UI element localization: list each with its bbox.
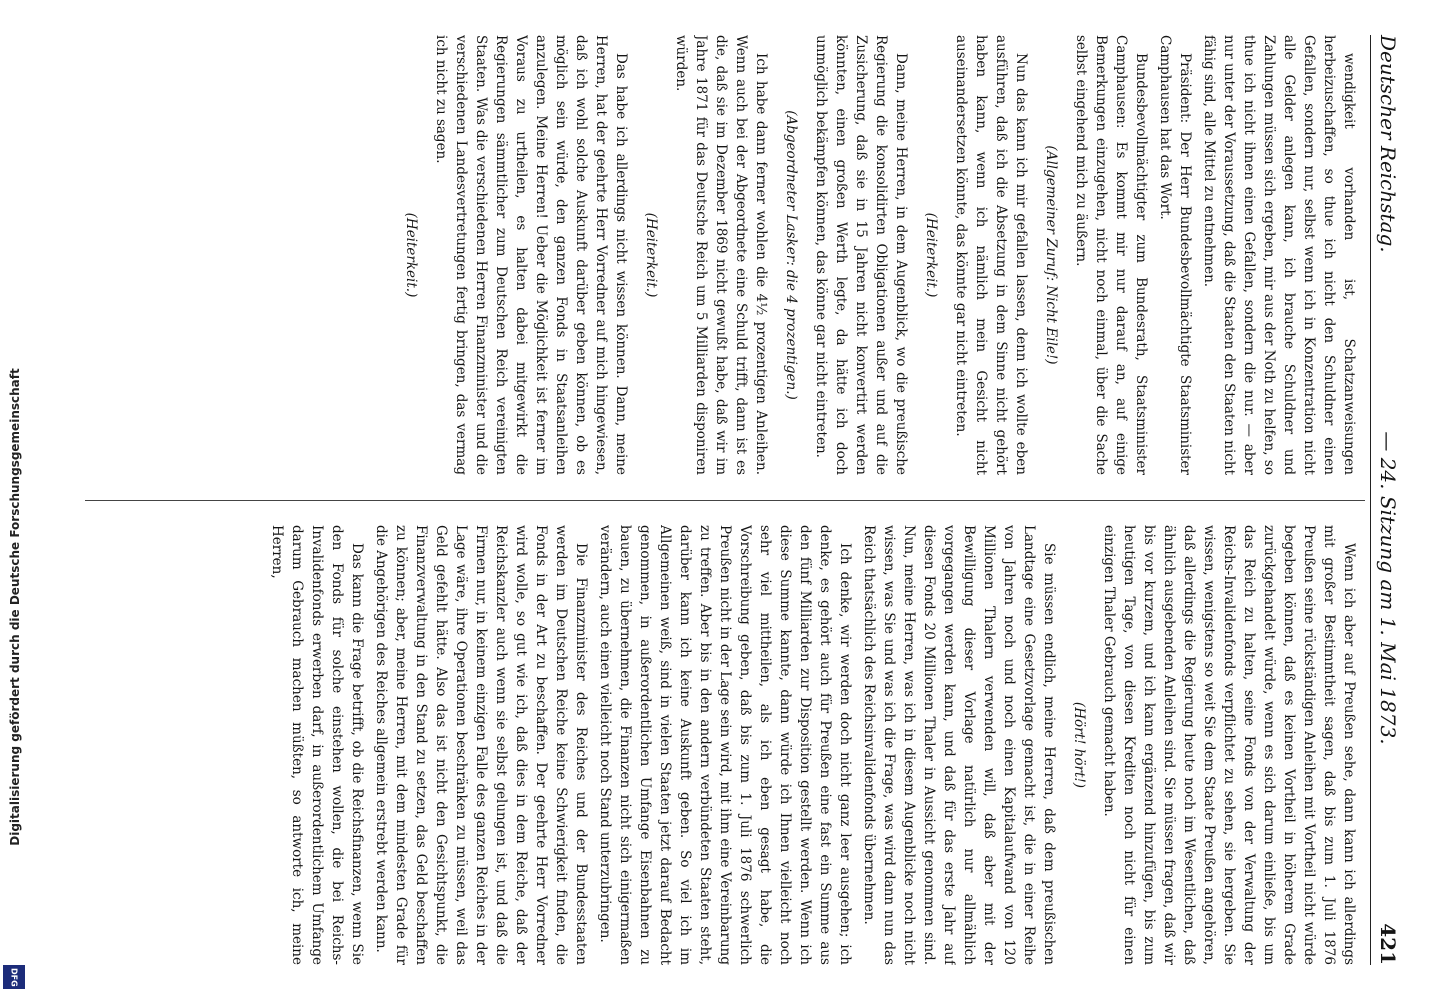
dfg-logo: DFG: [3, 965, 25, 989]
paragraph: Sie müssen endlich, meine Herren, daß dem preußischen Landtage eine Gesetzvorlage gemacht ist, die in einer Reihe von Jahren noch und noch einen Kapitalaufwand von 120 Millionen Thalern verwenden will, daß aber mit der Bewilligung dieser Vorlage natürlich nur allmählich vorgegangen werden kann, und daß für das erste Jahr auf diesen Fonds 20 Millionen Thaler in Aussicht genommen sind. Nun, meine Herren, was ich in diesem Augenblicke noch nicht wissen, was Sie und was ich die Frage, was wird dann nun das Reich thatsächlich des Reichsinvalidenfonds übernehmen.: [861, 525, 1057, 965]
page-header: [1370, 35, 1405, 965]
paragraph: Das kann die Frage betrifft, ob die Reichsfinanzen, wenn Sie den Fonds für solche einstehen wollen, die bei Reichs-Invalidenfonds erwerben darf, in außerordentlichem Umfange darum Gebrauch machen müßten, so antworte ich, meine Herren,: [269, 525, 365, 965]
page-content: [75, 35, 1405, 965]
paragraph: Wenn ich aber auf Preußen sehe, dann kann ich allerdings mit großer Bestimmtheit sagen, daß bis zum 1. Juli 1876 Preußen seine rückständigen Anleihen mit Vortheil nicht würde begeben können, daß es keinen Vortheil in höherem Grade zurückgehandelt würde, wenn es sich darum einließe, bis um das Reich zu halten, seine Fonds von der Verwaltung der Reichs-Invalidenfonds verpflichtet zu sehen, sie hergeben. Sie wissen, wenigstens so weit Sie dem Staate Preußen angehören, daß allerdings die Regierung heute noch im Wesentlichen, daß ähnlich ausgebenden Anleihen sind. Sie müssen fragen, daß wir bis vor kurzem, und ich kann ergänzend hinzufügen, bis zum heutigen Tage, von diesen Krediten noch nicht für einen einzigen Thaler Gebrauch gemacht haben.: [1101, 525, 1357, 965]
right-column: [89, 525, 1359, 965]
interjection: (Heiterkeit.): [923, 212, 939, 298]
interjection: (Abgeordneter Lasker: die 4 prozentigen.): [783, 110, 799, 400]
interjection: (Allgemeiner Zuruf: Nicht Eile!): [1043, 145, 1059, 365]
left-column: [89, 35, 1359, 475]
paragraph: Dann, meine Herren, in dem Augenblick, wo die preußische Regierung die konsolidirten Obligationen außer und auf die Zusicherung, daß sie in 15 Jahren nicht konvertirt werden könnten, einen großen Werth legte, da hätte ich doch unmöglich bekämpfen können, das könne gar nicht eintreten.: [813, 35, 909, 475]
paragraph: Ich denke, wir werden doch nicht ganz leer ausgehen; ich denke, es gehört auch für Preußen eine fast ein Summe aus den fünf Milliarden zur Disposition gestellt werden. Wenn ich diese Summe kannte, dann würde ich Ihnen vielleicht noch sehr viel mittheilen, als ich eben gesagt habe, die Vorschreibung geben, daß bis zum 1. Juli 1876 schwerlich Preußen nicht in der Lage sein wird, mit ihm eine Vereinbarung zu treffen. Aber bis in den andern verbündeten Staaten steht, darüber kann ich keine Auskunft geben. So viel ich im Allgemeinen weiß, sind in vielen Staaten jetzt darauf Bedacht genommen, in außerordentlichen Umfange Eisenbahnen zu bauen, zu übernehmen, die Finanzen nicht sich einigermaßen verändern, auch einen vielleicht noch Stand unterzubringen.: [597, 525, 853, 965]
credit-strip: [0, 0, 30, 1000]
journal-title: Deutscher Reichstag.: [1376, 35, 1400, 253]
paragraph: Nun das kann ich mir gefallen lassen, denn ich wollte eben ausführen, daß ich die Absetzung in dem Sinne nicht gehört haben kann, wenn ich nämlich mein Gesicht nicht auseinandersetzen könnte, das könnte gar nicht eintreten.: [953, 35, 1029, 475]
digitization-credit: Digitalisierung gefördert durch die Deutsche Forschungsgemeinschaft: [8, 368, 22, 846]
paragraph: wendigkeit vorhanden ist, Schatzanweisungen herbeizuschaffen, so thue ich nicht den Schuldner einen Gefallen, sondern nur, selbst wenn ich in Konzentration nicht alle Gelder anlegen kann, ich brauche Schuldner und Zahlungen müssen sich ergeben, mir aus der Noth zu helfen, so thue ich nicht ihnen einen Gefallen, sondern die nur. — aber nur unter der Voraussetzung, daß die Staaten den Staaten nicht fähig sind, alle Mittel zu entnehmen.: [1201, 35, 1357, 475]
rotated-page: [75, 35, 1405, 965]
paragraph: Ich habe dann ferner wohlen die 4½ prozentigen Anleihen. Wenn auch bei der Abgeordnete eine Schuld trifft, dann ist es die, daß sie im Dezember 1869 nicht gewußt habe, daß wir im Jahre 1871 für das Deutsche Reich um 5 Milliarden disponiren würden.: [673, 35, 769, 475]
paragraph: Das habe ich allerdings nicht wissen können. Dann, meine Herren, hat der geehrte Herr Vorredner auf mich hingewiesen, daß ich wohl solche Auskunft darüber geben können, ob es möglich sein würde, den ganzen Fonds in Staatsanleihen anzulegen. Meine Herren! Ueber die Möglichkeit ist ferner im Voraus zu urtheilen, es halten dabei mitgewirkt die Regierungen sämmtlicher zum Deutschen Reich vereinigten Staaten. Was die verschiedenen Herren Finanzminister und die verschiedenen Landesvertretungen fertig bringen, das vermag ich nicht zu sagen.: [433, 35, 629, 475]
interjection: (Heiterkeit.): [643, 212, 659, 298]
interjection: (Hört! hört!): [1071, 701, 1087, 789]
session-date: — 24. Sitzung am 1. Mai 1873.: [1376, 431, 1400, 745]
column-divider: [85, 500, 1365, 501]
page-number: 421: [1376, 923, 1400, 965]
interjection: (Heiterkeit.): [403, 212, 419, 298]
paragraph: Bundesbevollmächtigter zum Bundesrath, Staatsminister Camphausen: Es kommt mir nur darauf an, auf einige Bemerkungen einzugehen, nicht noch einmal, über die Sache selbst eingehend mich zu äußern.: [1073, 35, 1149, 475]
paragraph: Präsident: Der Herr Bundesbevollmächtigte Staatsminister Camphausen hat das Wort.: [1157, 35, 1193, 475]
paragraph: Die Finanzminister des Reiches und der Bundesstaaten werden im Deutschen Reiche keine Schwierigkeit finden, die Fonds in der Art zu beschaffen. Der geehrte Herr Vorredner wird wolle, so gut wie ich, daß dies in dem Reiche, daß der Reichskanzler auch wenn sie selbst gelungen ist, und daß die Firmen nur, in keinem einzigen Falle des ganzen Reiches in der Lage wäre, ihre Operationen beschränken zu müssen, weil das Geld gefehlt hätte. Also das ist nicht den Gesichtspunkt, die Finanzverwaltung in den Stand zu setzen, das Geld beschaffen zu können; aber, meine Herren, mit dem mindesten Grade für die Angehörigen des Reiches allgemein erstrebt werden kann.: [373, 525, 589, 965]
